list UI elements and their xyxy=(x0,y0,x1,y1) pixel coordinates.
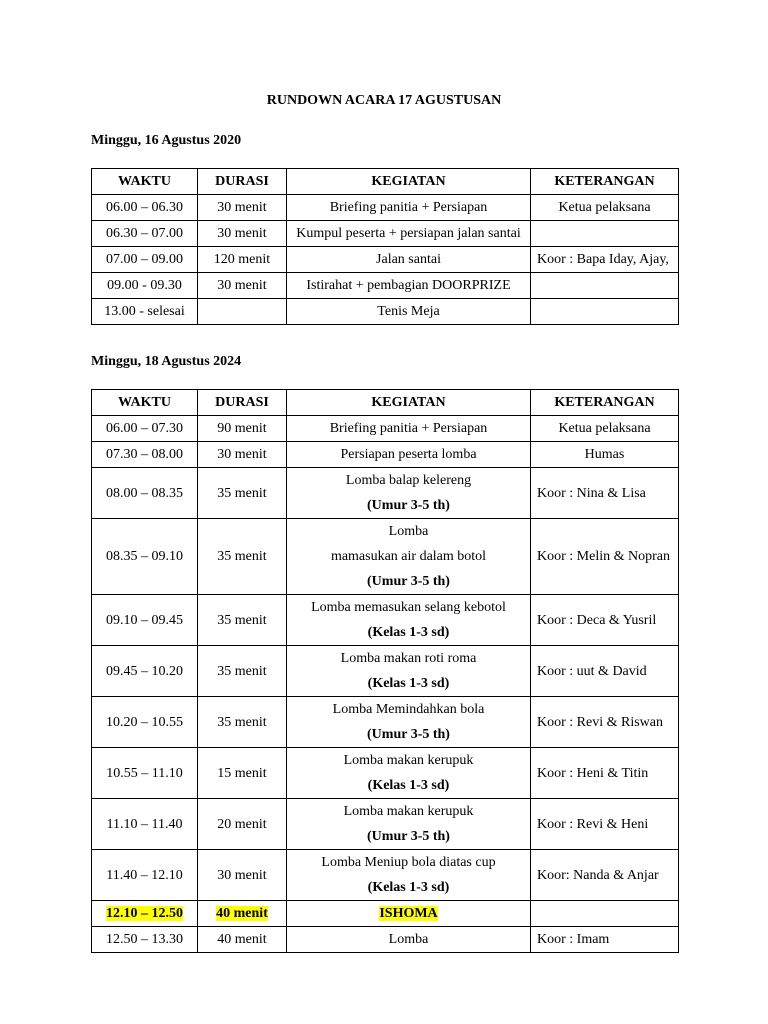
cell-kegiatan: Briefing panitia + Persiapan xyxy=(287,416,531,442)
table-row xyxy=(92,442,679,468)
cell-durasi: 30 menit xyxy=(198,850,287,901)
cell-keterangan xyxy=(531,273,679,299)
cell-kegiatan xyxy=(287,519,531,595)
cell-waktu: 09.10 – 09.45 xyxy=(92,595,198,646)
kegiatan-title: Lomba makan kerupuk xyxy=(343,753,474,768)
day1-heading: Minggu, 16 Agustus 2020 xyxy=(91,133,242,148)
cell-kegiatan: Lomba xyxy=(287,927,531,953)
cell-waktu: 09.45 – 10.20 xyxy=(92,646,198,697)
cell-waktu: 07.30 – 08.00 xyxy=(92,442,198,468)
cell-durasi: 15 menit xyxy=(198,748,287,799)
table-row xyxy=(92,299,679,325)
cell-kegiatan xyxy=(287,901,531,927)
cell-kegiatan xyxy=(287,646,531,697)
header-durasi: DURASI xyxy=(198,390,287,416)
kegiatan-category: (Umur 3-5 th) xyxy=(367,574,450,589)
cell-keterangan: Koor : Deca & Yusril xyxy=(531,595,679,646)
cell-keterangan: Koor : Revi & Riswan xyxy=(531,697,679,748)
header-kegiatan: KEGIATAN xyxy=(287,169,531,195)
table-row xyxy=(92,195,679,221)
table-row-highlighted xyxy=(92,901,679,927)
cell-kegiatan xyxy=(287,748,531,799)
cell-durasi: 120 menit xyxy=(198,247,287,273)
cell-keterangan: Ketua pelaksana xyxy=(531,416,679,442)
document-title: RUNDOWN ACARA 17 AGUSTUSAN xyxy=(266,93,502,108)
cell-keterangan xyxy=(531,299,679,325)
highlighted-text: ISHOMA xyxy=(379,906,438,921)
cell-waktu: 08.00 – 08.35 xyxy=(92,468,198,519)
cell-waktu: 11.10 – 11.40 xyxy=(92,799,198,850)
kegiatan-category: (Kelas 1-3 sd) xyxy=(367,676,450,691)
cell-kegiatan: Jalan santai xyxy=(287,247,531,273)
cell-kegiatan: Kumpul peserta + persiapan jalan santai xyxy=(287,221,531,247)
table-row xyxy=(92,247,679,273)
kegiatan-category: (Kelas 1-3 sd) xyxy=(367,625,450,640)
cell-waktu: 08.35 – 09.10 xyxy=(92,519,198,595)
kegiatan-category: (Kelas 1-3 sd) xyxy=(367,880,450,895)
cell-durasi: 30 menit xyxy=(198,221,287,247)
table-row xyxy=(92,697,679,748)
kegiatan-title: Lomba makan roti roma xyxy=(340,651,477,666)
cell-waktu: 07.00 – 09.00 xyxy=(92,247,198,273)
cell-waktu: 11.40 – 12.10 xyxy=(92,850,198,901)
kegiatan-title: Lomba Memindahkan bola xyxy=(332,702,485,717)
cell-durasi: 90 menit xyxy=(198,416,287,442)
cell-durasi: 35 menit xyxy=(198,595,287,646)
cell-kegiatan xyxy=(287,697,531,748)
cell-waktu: 10.55 – 11.10 xyxy=(92,748,198,799)
kegiatan-title: Lomba balap kelereng xyxy=(345,473,472,488)
table-row xyxy=(92,799,679,850)
cell-durasi: 35 menit xyxy=(198,468,287,519)
cell-durasi: 30 menit xyxy=(198,442,287,468)
cell-keterangan xyxy=(531,901,679,927)
cell-waktu: 10.20 – 10.55 xyxy=(92,697,198,748)
cell-kegiatan: Briefing panitia + Persiapan xyxy=(287,195,531,221)
cell-keterangan: Humas xyxy=(531,442,679,468)
table-row xyxy=(92,468,679,519)
highlighted-text: 12.10 – 12.50 xyxy=(106,906,183,921)
cell-keterangan: Koor: Nanda & Anjar xyxy=(531,850,679,901)
cell-waktu: 09.00 - 09.30 xyxy=(92,273,198,299)
cell-kegiatan: Istirahat + pembagian DOORPRIZE xyxy=(287,273,531,299)
cell-waktu: 06.30 – 07.00 xyxy=(92,221,198,247)
cell-durasi: 20 menit xyxy=(198,799,287,850)
cell-durasi xyxy=(198,299,287,325)
table-row xyxy=(92,748,679,799)
header-waktu: WAKTU xyxy=(92,169,198,195)
day2-heading: Minggu, 18 Agustus 2024 xyxy=(91,354,242,369)
cell-keterangan xyxy=(531,221,679,247)
cell-kegiatan xyxy=(287,850,531,901)
table-row xyxy=(92,646,679,697)
kegiatan-title: Lomba memasukan selang kebotol xyxy=(311,600,506,615)
kegiatan-title: Lomba Meniup bola diatas cup xyxy=(321,855,496,870)
kegiatan-category: (Umur 3-5 th) xyxy=(367,727,450,742)
table-row xyxy=(92,273,679,299)
cell-keterangan: Ketua pelaksana xyxy=(531,195,679,221)
cell-durasi: 30 menit xyxy=(198,273,287,299)
table-row xyxy=(92,519,679,595)
cell-durasi: 35 menit xyxy=(198,697,287,748)
cell-kegiatan xyxy=(287,595,531,646)
cell-waktu: 12.50 – 13.30 xyxy=(92,927,198,953)
cell-keterangan: Koor : Revi & Heni xyxy=(531,799,679,850)
day2-schedule-table xyxy=(91,389,679,953)
cell-keterangan: Koor : uut & David xyxy=(531,646,679,697)
table-row xyxy=(92,850,679,901)
cell-keterangan: Koor : Melin & Nopran xyxy=(531,519,679,595)
cell-durasi: 40 menit xyxy=(198,927,287,953)
kegiatan-title: Lomba makan kerupuk xyxy=(343,804,474,819)
cell-keterangan: Koor : Heni & Titin xyxy=(531,748,679,799)
table-row xyxy=(92,416,679,442)
cell-keterangan: Koor : Imam xyxy=(531,927,679,953)
cell-keterangan: Koor : Nina & Lisa xyxy=(531,468,679,519)
cell-kegiatan: Tenis Meja xyxy=(287,299,531,325)
cell-durasi: 35 menit xyxy=(198,646,287,697)
highlighted-text: 40 menit xyxy=(216,906,268,921)
kegiatan-title-line2: mamasukan air dalam botol xyxy=(330,549,487,564)
cell-kegiatan: Persiapan peserta lomba xyxy=(287,442,531,468)
cell-waktu xyxy=(92,901,198,927)
cell-keterangan: Koor : Bapa Iday, Ajay, xyxy=(531,247,679,273)
cell-kegiatan xyxy=(287,799,531,850)
cell-waktu: 06.00 – 06.30 xyxy=(92,195,198,221)
table-header-row xyxy=(92,169,679,195)
table-row xyxy=(92,221,679,247)
kegiatan-category: (Umur 3-5 th) xyxy=(367,498,450,513)
table-header-row xyxy=(92,390,679,416)
cell-waktu: 06.00 – 07.30 xyxy=(92,416,198,442)
header-keterangan: KETERANGAN xyxy=(531,169,679,195)
kegiatan-category: (Umur 3-5 th) xyxy=(367,829,450,844)
day1-schedule-table xyxy=(91,168,679,325)
header-waktu: WAKTU xyxy=(92,390,198,416)
cell-durasi: 35 menit xyxy=(198,519,287,595)
table-row xyxy=(92,927,679,953)
header-kegiatan: KEGIATAN xyxy=(287,390,531,416)
cell-kegiatan xyxy=(287,468,531,519)
cell-waktu: 13.00 - selesai xyxy=(92,299,198,325)
cell-durasi xyxy=(198,901,287,927)
table-row xyxy=(92,595,679,646)
header-keterangan: KETERANGAN xyxy=(531,390,679,416)
cell-durasi: 30 menit xyxy=(198,195,287,221)
kegiatan-title: Lomba xyxy=(388,524,429,539)
header-durasi: DURASI xyxy=(198,169,287,195)
kegiatan-category: (Kelas 1-3 sd) xyxy=(367,778,450,793)
